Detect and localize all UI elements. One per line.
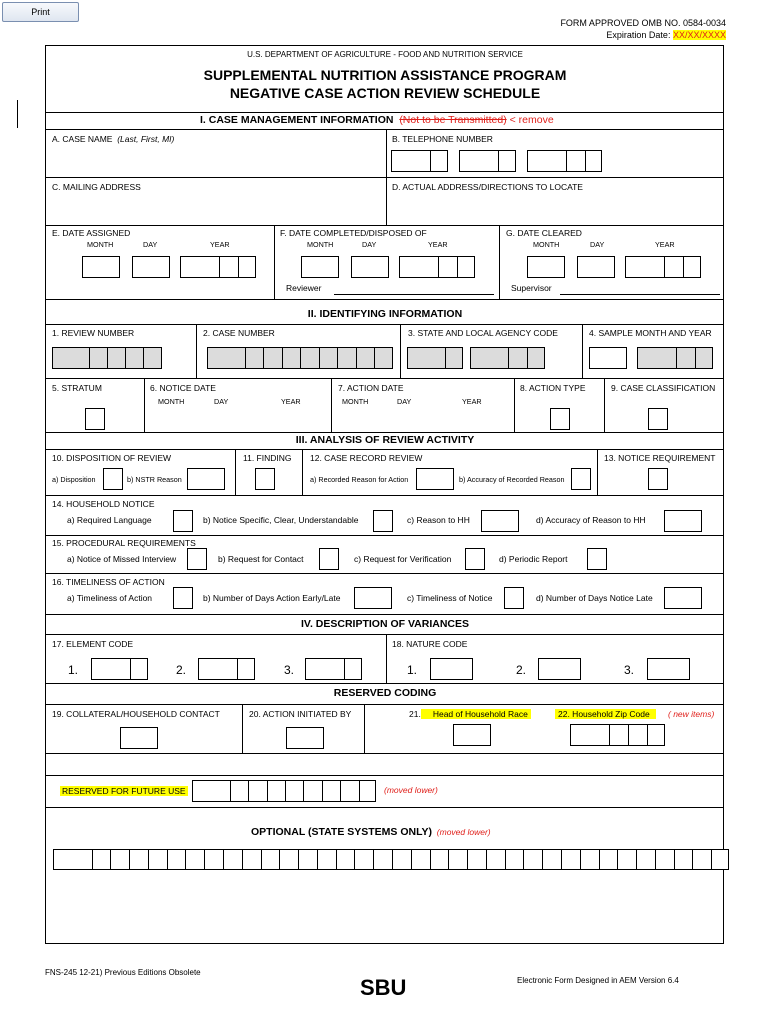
f-day-label: DAY: [362, 240, 377, 249]
aem-note: Electronic Form Designed in AEM Version 6.4: [517, 976, 679, 985]
hh-race-input[interactable]: [453, 724, 491, 746]
hh-race-text: Head of Household Race: [421, 709, 531, 719]
g-year-input[interactable]: [625, 256, 701, 278]
nature-1-num: 1.: [407, 663, 418, 677]
e-month-label: MONTH: [87, 240, 114, 249]
supervisor-signature-line[interactable]: [560, 294, 720, 295]
e-day-input[interactable]: [132, 256, 170, 278]
g-month-label: MONTH: [533, 240, 560, 249]
pr-a-input[interactable]: [187, 548, 207, 570]
section-2-title: II. IDENTIFYING INFORMATION: [307, 308, 463, 320]
hn-b-input[interactable]: [373, 510, 393, 532]
reviewer-signature-line[interactable]: [334, 294, 494, 295]
f-year-label: YEAR: [428, 240, 448, 249]
reserved-coding-title: RESERVED CODING: [333, 687, 437, 699]
f-year-input[interactable]: [399, 256, 475, 278]
state-systems-input[interactable]: [53, 849, 729, 870]
state-systems-cell: [617, 850, 618, 869]
tm-a-label: a) Timeliness of Action: [67, 593, 153, 603]
supervisor-label: Supervisor: [511, 283, 552, 293]
f-month-label: MONTH: [307, 240, 334, 249]
element-3-input[interactable]: [305, 658, 362, 680]
sbu-mark: SBU: [360, 975, 407, 1000]
action-month-label: MONTH: [342, 397, 369, 406]
date-assigned-label: E. DATE ASSIGNED: [52, 228, 131, 238]
telephone-label: B. TELEPHONE NUMBER: [392, 134, 493, 144]
agency-code-label: 3. STATE AND LOCAL AGENCY CODE: [408, 328, 558, 338]
remove-note: < remove: [509, 114, 554, 126]
expiration-label-text: Expiration Date:: [606, 30, 671, 40]
disposition-a-input[interactable]: [103, 468, 123, 490]
notice-date-label: 6. NOTICE DATE: [150, 383, 216, 393]
nature-3-input[interactable]: [647, 658, 690, 680]
notice-year-label: YEAR: [281, 397, 301, 406]
hn-a-label: a) Required Language: [67, 515, 152, 525]
reviewer-label: Reviewer: [286, 283, 322, 293]
f-day-input[interactable]: [351, 256, 389, 278]
state-systems-cell: [486, 850, 487, 869]
zip-code-label: 22. Household Zip Code: [555, 709, 656, 719]
tm-b-label: b) Number of Days Action Early/Late: [203, 593, 341, 603]
state-systems-cell: [223, 850, 224, 869]
actual-address-label: D. ACTUAL ADDRESS/DIRECTIONS TO LOCATE: [392, 182, 583, 192]
form-title-2: NEGATIVE CASE ACTION REVIEW SCHEDULE: [229, 85, 541, 101]
state-systems-cell: [692, 850, 693, 869]
state-systems-cell: [523, 850, 524, 869]
section-1-title-text: I. CASE MANAGEMENT INFORMATION: [200, 114, 394, 126]
reserved-future-label: RESERVED FOR FUTURE USE: [62, 786, 186, 796]
hn-a-input[interactable]: [173, 510, 193, 532]
hn-d-label: d) Accuracy of Reason to HH: [536, 515, 646, 525]
action-day-label: DAY: [397, 397, 412, 406]
disposition-b-label: b) NSTR Reason: [127, 475, 182, 484]
state-systems-cell: [110, 850, 111, 869]
e-year-input[interactable]: [180, 256, 256, 278]
state-systems-cell: [92, 850, 93, 869]
nature-2-input[interactable]: [538, 658, 581, 680]
element-1-input[interactable]: [91, 658, 148, 680]
tm-a-input[interactable]: [173, 587, 193, 609]
case-number-input[interactable]: [207, 347, 393, 369]
case-name-label-text: A. CASE NAME: [52, 134, 113, 144]
state-systems-cell: [336, 850, 337, 869]
state-systems-cell: [505, 850, 506, 869]
pr-b-input[interactable]: [319, 548, 339, 570]
section-1-title: [200, 115, 554, 125]
case-record-label: 12. CASE RECORD REVIEW: [310, 453, 423, 463]
finding-input[interactable]: [255, 468, 275, 490]
pr-d-input[interactable]: [587, 548, 607, 570]
state-systems-cell: [655, 850, 656, 869]
tm-b-input[interactable]: [354, 587, 392, 609]
element-2-input[interactable]: [198, 658, 255, 680]
state-systems-cell: [674, 850, 675, 869]
tm-c-label: c) Timeliness of Notice: [407, 593, 493, 603]
case-classification-label: 9. CASE CLASSIFICATION: [611, 383, 716, 393]
state-systems-cell: [467, 850, 468, 869]
optional-moved-note: (moved lower): [436, 827, 491, 837]
state-systems-cell: [129, 850, 130, 869]
action-type-label: 8. ACTION TYPE: [520, 383, 586, 393]
finding-label: 11. FINDING: [243, 453, 292, 463]
department-line: U.S. DEPARTMENT OF AGRICULTURE - FOOD AND NUTRITION SERVICE: [247, 50, 523, 59]
pr-c-input[interactable]: [465, 548, 485, 570]
hn-c-input[interactable]: [481, 510, 519, 532]
state-systems-cell: [279, 850, 280, 869]
tm-c-input[interactable]: [504, 587, 524, 609]
sample-month-label: 4. SAMPLE MONTH AND YEAR: [589, 328, 712, 338]
g-month-input[interactable]: [527, 256, 565, 278]
collateral-contact-label: 19. COLLATERAL/HOUSEHOLD CONTACT: [52, 709, 220, 719]
g-day-label: DAY: [590, 240, 605, 249]
hh-race-label: [409, 709, 531, 719]
element-1-num: 1.: [68, 663, 79, 677]
state-systems-cell: [542, 850, 543, 869]
g-year-label: YEAR: [655, 240, 675, 249]
stratum-label: 5. STRATUM: [52, 383, 102, 393]
record-b-label: b) Accuracy of Recorded Reason: [459, 475, 565, 484]
nature-1-input[interactable]: [430, 658, 473, 680]
hn-b-label: b) Notice Specific, Clear, Understandable: [203, 515, 359, 525]
stratum-input[interactable]: [85, 408, 105, 430]
phone-line-input[interactable]: [527, 150, 602, 172]
case-name-label: [52, 134, 174, 144]
review-number-label: 1. REVIEW NUMBER: [52, 328, 135, 338]
notice-requirement-label: 13. NOTICE REQUIREMENT: [604, 453, 716, 463]
cursor-mark: [17, 100, 18, 128]
pr-a-label: a) Notice of Missed Interview: [67, 554, 177, 564]
timeliness-label: 16. TIMELINESS OF ACTION: [52, 577, 165, 587]
state-systems-cell: [167, 850, 168, 869]
phone-prefix-input[interactable]: [459, 150, 516, 172]
state-systems-cell: [373, 850, 374, 869]
mailing-address-label: C. MAILING ADDRESS: [52, 182, 141, 192]
action-initiated-label: 20. ACTION INITIATED BY: [249, 709, 352, 719]
disposition-label: 10. DISPOSITION OF REVIEW: [52, 453, 172, 463]
action-year-label: YEAR: [462, 397, 482, 406]
case-name-hint: (Last, First, MI): [117, 134, 175, 144]
disposition-b-input[interactable]: [187, 468, 225, 490]
print-button[interactable]: Print: [2, 2, 79, 22]
phone-area-input[interactable]: [391, 150, 448, 172]
form-number: FNS-245 12-21) Previous Editions Obsolete: [45, 968, 201, 977]
state-systems-cell: [599, 850, 600, 869]
notice-month-label: MONTH: [158, 397, 185, 406]
hn-c-label: c) Reason to HH: [407, 515, 470, 525]
nature-2-num: 2.: [516, 663, 527, 677]
state-systems-cell: [580, 850, 581, 869]
state-systems-cell: [261, 850, 262, 869]
e-month-input[interactable]: [82, 256, 120, 278]
case-number-label: 2. CASE NUMBER: [203, 328, 275, 338]
g-day-input[interactable]: [577, 256, 615, 278]
state-systems-cell: [298, 850, 299, 869]
f-month-input[interactable]: [301, 256, 339, 278]
record-b-input[interactable]: [571, 468, 591, 490]
notice-day-label: DAY: [214, 397, 229, 406]
expiration-date: XX/XX/XXXX: [672, 30, 726, 40]
nature-code-label: 18. NATURE CODE: [392, 639, 468, 649]
state-systems-cell: [148, 850, 149, 869]
agency-code-input-2[interactable]: [470, 347, 545, 369]
date-cleared-label: G. DATE CLEARED: [506, 228, 582, 238]
state-systems-cell: [242, 850, 243, 869]
state-systems-cell: [636, 850, 637, 869]
action-type-input[interactable]: [550, 408, 570, 430]
state-systems-cell: [411, 850, 412, 869]
household-notice-label: 14. HOUSEHOLD NOTICE: [52, 499, 155, 509]
review-number-input[interactable]: [52, 347, 162, 369]
state-systems-cell: [561, 850, 562, 869]
procedural-label: 15. PROCEDURAL REQUIREMENTS: [52, 538, 196, 548]
agency-code-input-1[interactable]: [407, 347, 463, 369]
notice-requirement-input[interactable]: [648, 468, 668, 490]
omb-number: FORM APPROVED OMB NO. 0584-0034: [560, 18, 726, 28]
state-systems-cell: [354, 850, 355, 869]
section-3-title: III. ANALYSIS OF REVIEW ACTIVITY: [295, 434, 475, 446]
sample-year-input[interactable]: [637, 347, 713, 369]
action-date-label: 7. ACTION DATE: [338, 383, 404, 393]
nature-3-num: 3.: [624, 663, 635, 677]
tm-d-label: d) Number of Days Notice Late: [536, 593, 653, 603]
optional-title-text: OPTIONAL (STATE SYSTEMS ONLY): [251, 826, 433, 838]
record-a-input[interactable]: [416, 468, 454, 490]
new-items-note: ( new items): [668, 709, 715, 719]
element-code-label: 17. ELEMENT CODE: [52, 639, 134, 649]
element-3-num: 3.: [284, 663, 295, 677]
hh-race-number: 21.: [409, 709, 421, 719]
optional-title: [251, 827, 491, 837]
form-title-1: SUPPLEMENTAL NUTRITION ASSISTANCE PROGRAM: [203, 67, 567, 83]
pr-d-label: d) Periodic Report: [499, 554, 568, 564]
state-systems-cell: [185, 850, 186, 869]
e-day-label: DAY: [143, 240, 158, 249]
sample-month-input[interactable]: [589, 347, 627, 369]
reserved-future-input[interactable]: [192, 780, 376, 802]
expiration-label: [606, 30, 726, 40]
tm-d-input[interactable]: [664, 587, 702, 609]
state-systems-cell: [448, 850, 449, 869]
collateral-contact-input[interactable]: [120, 727, 158, 749]
state-systems-cell: [711, 850, 712, 869]
not-transmitted-note: (Not to be Transmitted): [399, 114, 507, 126]
state-systems-cell: [392, 850, 393, 869]
date-completed-label: F. DATE COMPLETED/DISPOSED OF: [280, 228, 427, 238]
zip-code-input[interactable]: [570, 724, 665, 746]
state-systems-cell: [430, 850, 431, 869]
hn-d-input[interactable]: [664, 510, 702, 532]
pr-b-label: b) Request for Contact: [218, 554, 304, 564]
section-4-title: IV. DESCRIPTION OF VARIANCES: [300, 618, 470, 630]
moved-lower-note: (moved lower): [384, 785, 438, 795]
action-initiated-input[interactable]: [286, 727, 324, 749]
element-2-num: 2.: [176, 663, 187, 677]
disposition-a-label: a) Disposition: [52, 475, 96, 484]
state-systems-cell: [204, 850, 205, 869]
e-year-label: YEAR: [210, 240, 230, 249]
case-classification-input[interactable]: [648, 408, 668, 430]
state-systems-cell: [317, 850, 318, 869]
record-a-label: a) Recorded Reason for Action: [310, 475, 409, 484]
pr-c-label: c) Request for Verification: [354, 554, 452, 564]
